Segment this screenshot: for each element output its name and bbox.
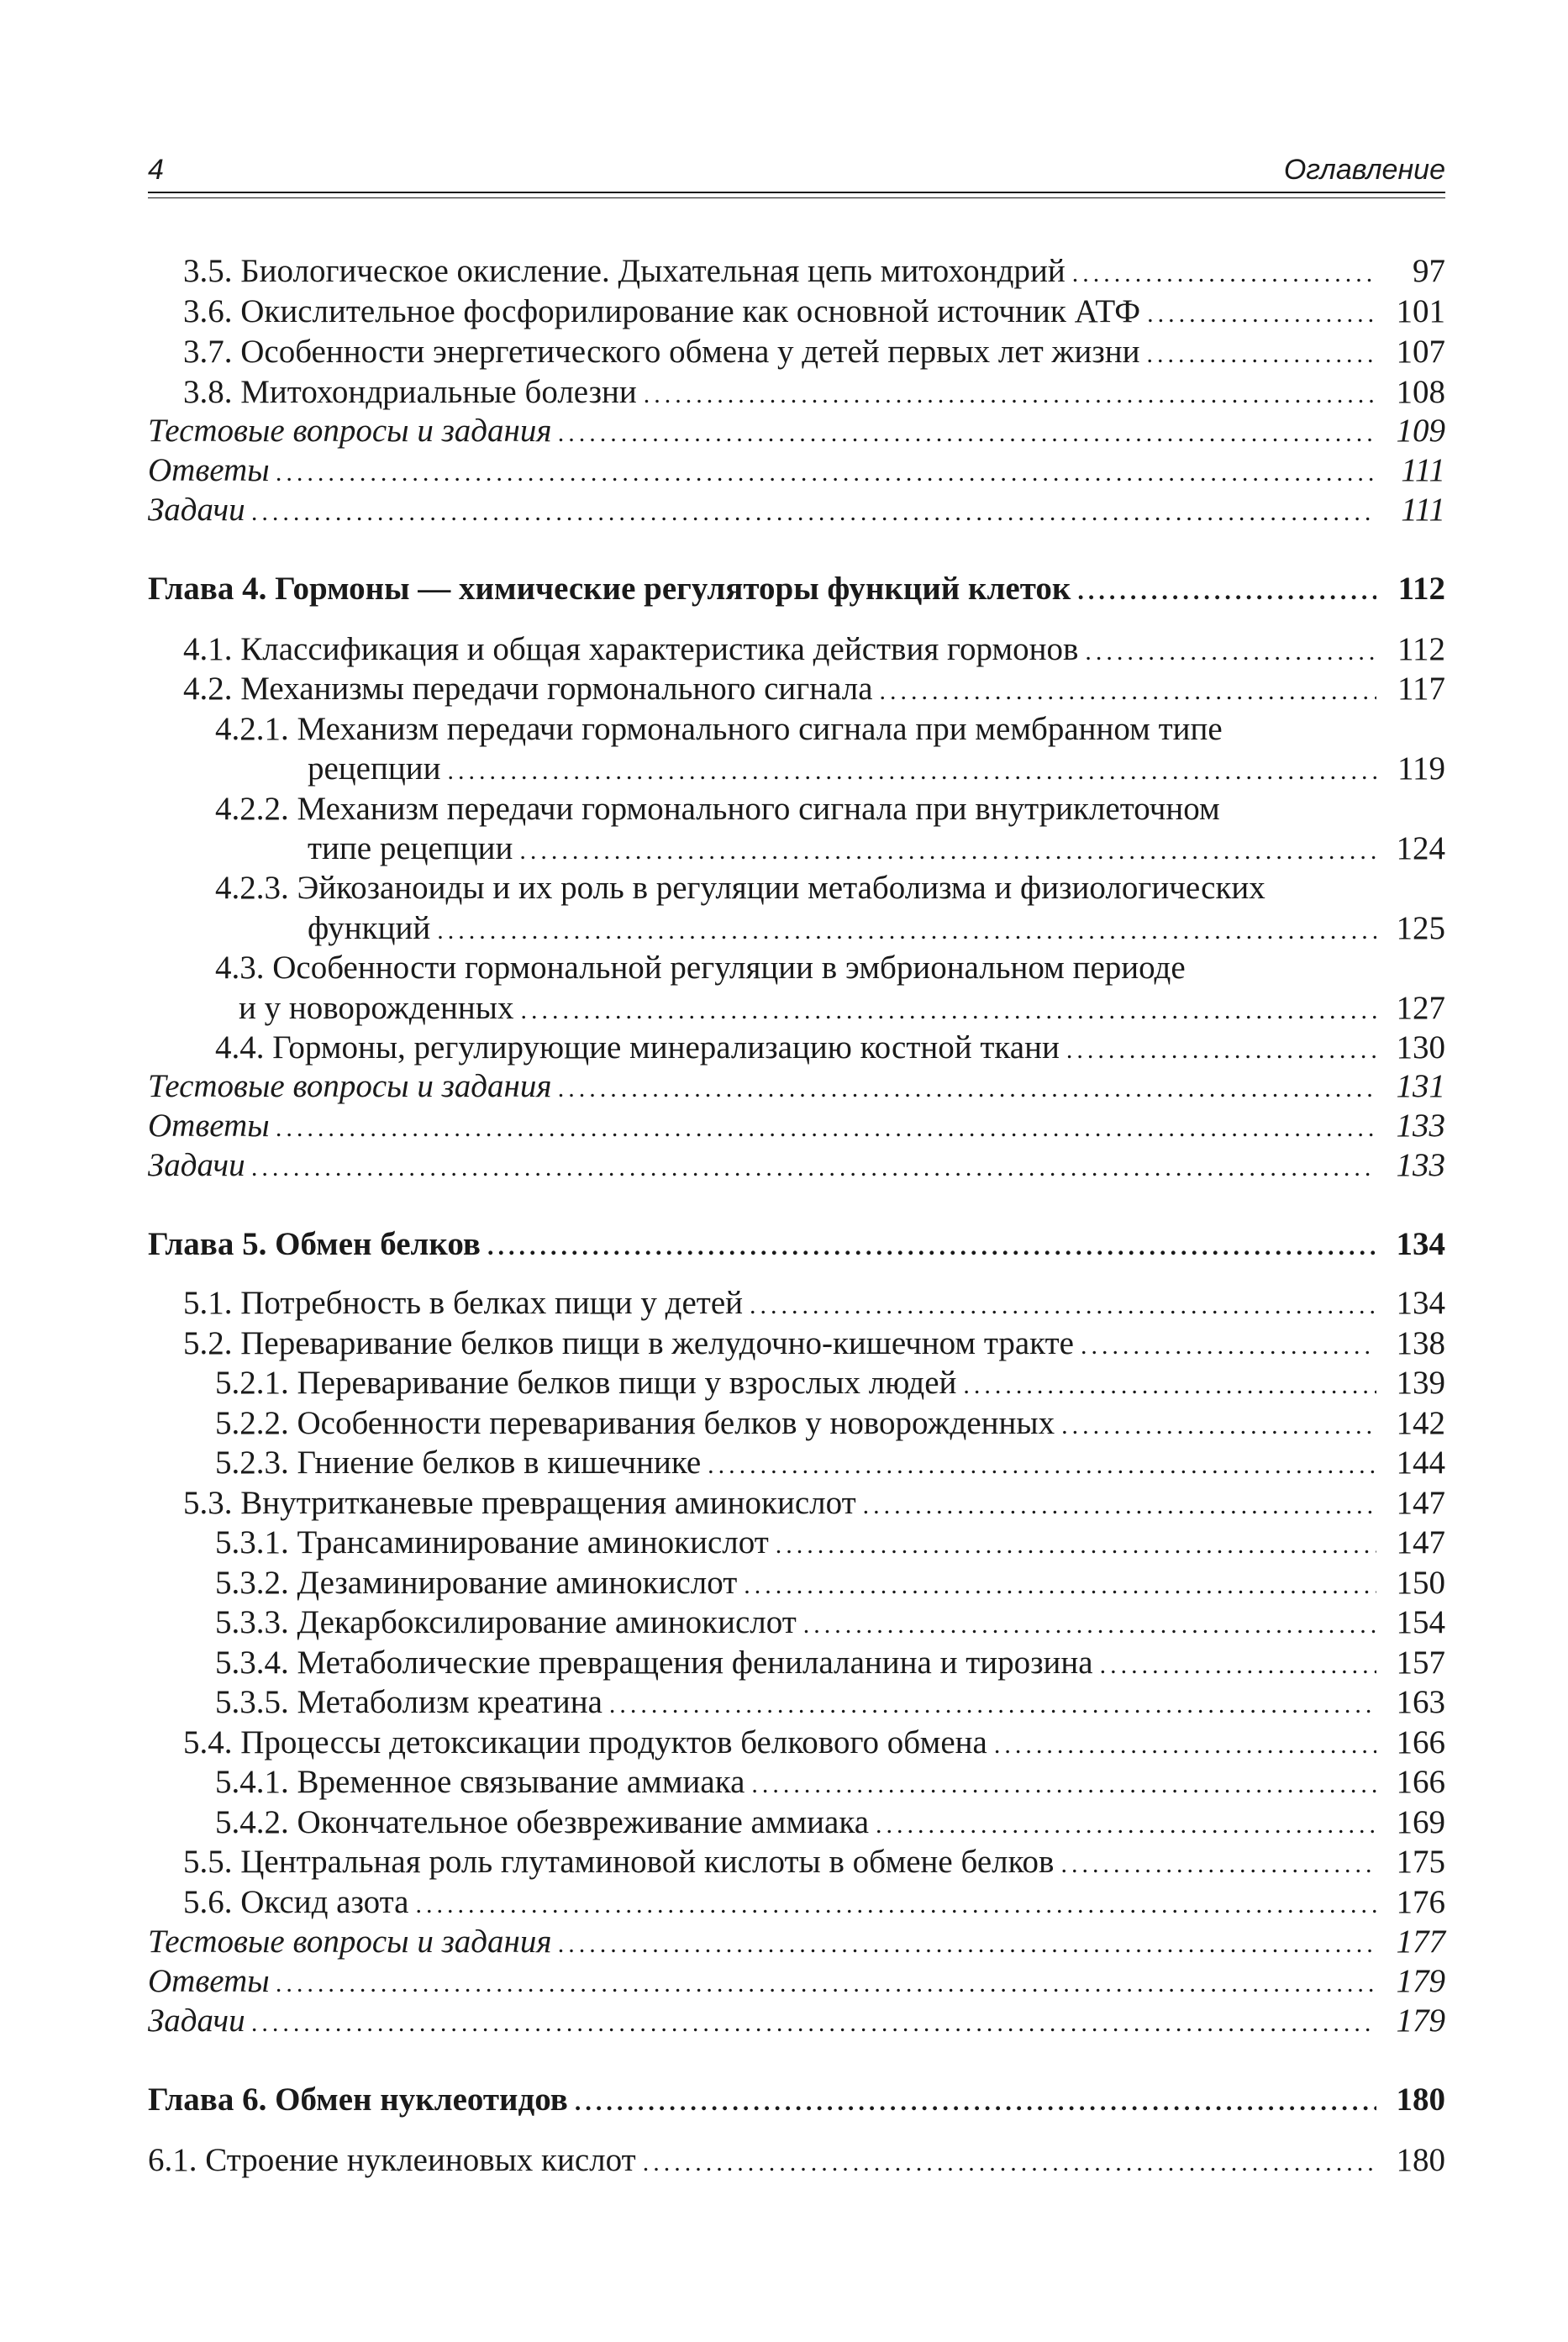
toc-entry-title: Глава 4. Гормоны — химические регуляторы функций клеток — [148, 571, 1071, 607]
toc-entry-title: Тестовые вопросы и задания — [148, 1924, 552, 1960]
toc-page-number: 107 — [1396, 334, 1445, 370]
dot-leader — [276, 1965, 1376, 2003]
toc-entry — [148, 491, 1445, 532]
dot-leader — [643, 2144, 1376, 2182]
toc-page-number: 142 — [1396, 1405, 1445, 1441]
toc-entry-title: 3.5. Биологическое окисление. Дыхательная цепь митохондрий — [183, 253, 1066, 289]
dot-leader — [750, 1287, 1376, 1325]
toc-entry-title: 5.2.1. Переваривание белков пищи у взрослых людей — [215, 1365, 957, 1401]
dot-leader — [1072, 255, 1376, 293]
toc-page-number: 166 — [1396, 1724, 1445, 1760]
toc-entry — [148, 412, 1445, 453]
toc-entry — [183, 670, 1445, 711]
toc-entry — [215, 1029, 1445, 1070]
toc-page-number: 133 — [1396, 1147, 1445, 1183]
toc-entry-title: 5.3.5. Метаболизм креатина — [215, 1684, 602, 1720]
dot-leader — [1146, 335, 1376, 374]
toc-entry — [148, 1146, 1445, 1187]
toc-entry-title: Задачи — [148, 2003, 245, 2039]
toc-entry — [183, 630, 1445, 671]
toc-page-number: 180 — [1396, 2142, 1445, 2178]
dot-leader — [276, 454, 1376, 492]
toc-entry — [148, 1067, 1445, 1108]
toc-page-number: 179 — [1396, 1963, 1445, 1999]
toc-page-number: 119 — [1397, 750, 1445, 787]
toc-entry-title: 5.4.2. Окончательное обезвреживание аммиака — [215, 1804, 870, 1840]
toc-page-number: 127 — [1396, 990, 1445, 1026]
toc-page-number: 97 — [1413, 253, 1445, 289]
toc-page-number: 134 — [1396, 1285, 1445, 1321]
toc-entry — [215, 1644, 1445, 1685]
toc-entry-title: 5.3. Внутритканевые превращения аминокислот — [183, 1485, 856, 1521]
toc-entry — [215, 1364, 1445, 1405]
dot-leader — [487, 1228, 1376, 1266]
toc-page-number: 138 — [1396, 1325, 1445, 1361]
toc-chapter — [148, 1225, 1445, 1266]
header-rule-thin — [148, 197, 1445, 198]
toc-entry — [183, 1724, 1445, 1765]
dot-leader — [744, 1566, 1376, 1605]
toc-entry — [148, 1923, 1445, 1964]
toc-entry-title: 5.5. Центральная роль глутаминовой кислоты в обмене белков — [183, 1844, 1055, 1880]
toc-page-number: 108 — [1396, 374, 1445, 410]
toc-entry — [148, 2141, 1445, 2182]
dot-leader — [1061, 1407, 1376, 1445]
toc-page-number: 133 — [1396, 1108, 1445, 1144]
dot-leader — [803, 1606, 1376, 1645]
toc-page-number: 111 — [1401, 492, 1445, 528]
toc-entry-title: Глава 6. Обмен нуклеотидов — [148, 2081, 568, 2118]
dot-leader — [863, 1487, 1376, 1525]
dot-leader — [559, 1925, 1376, 1964]
toc-entry-title: 5.4.1. Временное связывание аммиака — [215, 1764, 745, 1800]
toc-entry-title: 3.6. Окислительное фосфорилирование как основной источник АТФ — [183, 293, 1141, 329]
toc-entry-line: 4.3. Особенности гормональной регуляции в эмбриональном периоде — [215, 950, 1186, 986]
dot-leader — [644, 376, 1376, 414]
page-number: 4 — [148, 154, 164, 186]
toc-entry — [215, 1683, 1445, 1724]
toc-entry — [239, 989, 1445, 1030]
running-title: Оглавление — [1283, 154, 1445, 186]
toc-entry — [308, 829, 1445, 871]
toc-page-number: 112 — [1397, 631, 1445, 667]
toc-entry — [308, 909, 1445, 950]
dot-leader — [252, 2004, 1376, 2043]
toc-entry — [183, 1284, 1445, 1325]
dot-leader — [276, 1109, 1376, 1148]
dot-leader — [575, 2083, 1376, 2122]
toc-entry — [183, 1883, 1445, 1924]
dot-leader — [447, 752, 1376, 791]
dot-leader — [437, 912, 1376, 950]
toc-entry-title: Ответы — [148, 1108, 270, 1144]
toc-page-number: 144 — [1396, 1445, 1445, 1481]
toc-entry — [215, 1564, 1445, 1605]
dot-leader — [559, 414, 1376, 453]
toc-entry-title: 3.8. Митохондриальные болезни — [183, 374, 637, 410]
toc-page-number: 112 — [1397, 571, 1445, 607]
toc-entry-title: 5.3.2. Дезаминирование аминокислот — [215, 1565, 738, 1601]
toc-page-number: 163 — [1396, 1684, 1445, 1720]
toc-page-number: 157 — [1396, 1645, 1445, 1681]
dot-leader — [776, 1526, 1376, 1565]
toc-page-number: 117 — [1397, 671, 1445, 707]
dot-leader — [994, 1726, 1376, 1765]
dot-leader — [519, 832, 1376, 871]
toc-entry — [215, 1763, 1445, 1804]
dot-leader — [1147, 295, 1376, 334]
toc-page-number: 139 — [1396, 1365, 1445, 1401]
toc-entry-title: 6.1. Строение нуклеиновых кислот — [148, 2142, 636, 2178]
toc-page-number: 109 — [1396, 413, 1445, 449]
toc-entry-title: 4.1. Классификация и общая характеристика действия гормонов — [183, 631, 1079, 667]
dot-leader — [252, 1149, 1376, 1187]
toc-entry-title: Глава 5. Обмен белков — [148, 1226, 481, 1262]
dot-leader — [559, 1070, 1376, 1108]
toc-entry-title: Ответы — [148, 1963, 270, 1999]
toc-entry-title: Тестовые вопросы и задания — [148, 1068, 552, 1104]
toc-entry-title: 5.1. Потребность в белках пищи у детей — [183, 1285, 744, 1321]
dot-leader — [751, 1766, 1376, 1804]
toc-entry — [148, 451, 1445, 492]
dot-leader — [415, 1886, 1376, 1924]
toc-page-number: 169 — [1396, 1804, 1445, 1840]
dot-leader — [1100, 1646, 1376, 1685]
dot-leader — [1077, 572, 1376, 611]
toc-entry-title: Задачи — [148, 492, 245, 528]
toc-entry-line: 4.2.2. Механизм передачи гормонального сигнала при внутриклеточном — [215, 791, 1220, 827]
toc-entry-title: 5.4. Процессы детоксикации продуктов белкового обмена — [183, 1724, 987, 1760]
toc-entry-title: 5.3.1. Трансаминирование аминокислот — [215, 1524, 769, 1560]
toc-page-number: 177 — [1396, 1924, 1445, 1960]
toc-page-number: 147 — [1396, 1524, 1445, 1560]
toc-page-number: 176 — [1396, 1884, 1445, 1920]
toc-page-number: 131 — [1396, 1068, 1445, 1104]
toc-entry-title: Тестовые вопросы и задания — [148, 413, 552, 449]
toc-entry-title: 5.2.3. Гниение белков в кишечнике — [215, 1445, 702, 1481]
toc-entry-title: 3.7. Особенности энергетического обмена у детей первых лет жизни — [183, 334, 1140, 370]
toc-entry — [183, 333, 1445, 374]
toc-entry — [183, 1484, 1445, 1525]
toc-entry-line: 4.2.3. Эйкозаноиды и их роль в регуляции метаболизма и физиологических — [215, 870, 1265, 906]
dot-leader — [1066, 1031, 1376, 1070]
toc-page-number: 147 — [1396, 1485, 1445, 1521]
toc-entry-title: 5.3.4. Метаболические превращения фенилаланина и тирозина — [215, 1645, 1093, 1681]
dot-leader — [963, 1366, 1376, 1405]
dot-leader — [252, 493, 1376, 532]
toc-entry-title: 5.6. Оксид азота — [183, 1884, 409, 1920]
toc-page-number: 134 — [1396, 1226, 1445, 1262]
toc-entry-title: 5.3.3. Декарбоксилирование аминокислот — [215, 1604, 797, 1640]
dot-leader — [1081, 1327, 1376, 1366]
toc-entry-title: 5.2. Переваривание белков пищи в желудочно-кишечном тракте — [183, 1325, 1074, 1361]
toc-page-number: 175 — [1396, 1844, 1445, 1880]
toc-entry — [183, 252, 1445, 293]
toc-page-number: 166 — [1396, 1764, 1445, 1800]
toc-entry-line: 4.2.1. Механизм передачи гормонального сигнала при мембранном типе — [215, 711, 1223, 747]
toc-entry — [308, 750, 1445, 791]
toc-entry-title: и у новорожденных — [239, 990, 514, 1026]
toc-page-number: 125 — [1396, 910, 1445, 946]
toc-chapter — [148, 2081, 1445, 2122]
toc-chapter — [148, 570, 1445, 611]
page-header — [148, 153, 1445, 193]
toc-entry — [183, 292, 1445, 334]
toc-entry-title: Задачи — [148, 1147, 245, 1183]
toc-entry — [215, 1524, 1445, 1565]
toc-entry — [183, 1324, 1445, 1366]
toc-page-number: 150 — [1396, 1565, 1445, 1601]
toc-page-number: 180 — [1396, 2081, 1445, 2118]
dot-leader — [1060, 1845, 1376, 1884]
toc-page-number: 154 — [1396, 1604, 1445, 1640]
toc-entry — [215, 1803, 1445, 1845]
toc-page-number: 130 — [1396, 1029, 1445, 1066]
toc-entry — [215, 1603, 1445, 1645]
toc-entry — [215, 1404, 1445, 1445]
dot-leader — [708, 1446, 1376, 1485]
toc-page-number: 111 — [1401, 452, 1445, 488]
toc-entry — [183, 373, 1445, 414]
toc-entry — [148, 2002, 1445, 2043]
toc-entry-title: 5.2.2. Особенности переваривания белков у новорожденных — [215, 1405, 1055, 1441]
dot-leader — [609, 1686, 1376, 1724]
toc-entry-title: типе рецепции — [308, 830, 513, 866]
toc-entry-title: функций — [308, 910, 431, 946]
dot-leader — [520, 992, 1376, 1030]
toc-entry — [148, 1962, 1445, 2003]
toc-entry-title: Ответы — [148, 452, 270, 488]
toc-entry-title: 4.4. Гормоны, регулирующие минерализацию костной ткани — [215, 1029, 1060, 1066]
toc-entry — [148, 1107, 1445, 1148]
toc-page-number: 179 — [1396, 2003, 1445, 2039]
dot-leader — [1085, 633, 1376, 671]
toc-entry-title: 4.2. Механизмы передачи гормонального сигнала — [183, 671, 873, 707]
toc-page-number: 124 — [1396, 830, 1445, 866]
toc-page-number: 101 — [1396, 293, 1445, 329]
toc-entry — [215, 1444, 1445, 1485]
dot-leader — [880, 672, 1376, 711]
dot-leader — [876, 1806, 1376, 1845]
toc-entry — [183, 1843, 1445, 1884]
toc-entry-title: рецепции — [308, 750, 441, 787]
header-rule — [148, 192, 1445, 193]
